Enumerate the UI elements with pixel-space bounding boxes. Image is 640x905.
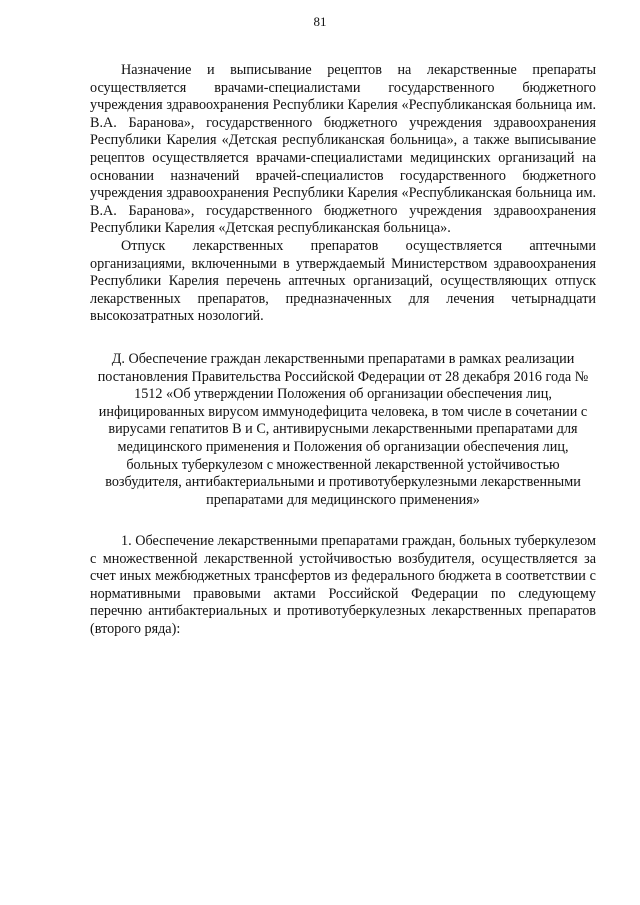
section-heading-d xyxy=(90,351,596,509)
section-heading-text: Д. Обеспечение граждан лекарственными препаратами в рамках реализации постановления Правительства Российской Федерации от 28 декабря 2016 года № 1512 «Об утверждении Положения об организации обеспечения лиц, инфицированных вирусом иммунодефицита человека, в том числе в сочетании с вирусами гепатитов В и С, антивирусными лекарственными препаратами для медицинского применения и Положения об организации обеспечения лиц, больных туберкулезом с множественной лекарственной устойчивостью возбудителя, антибактериальными и противотуберкулезными лекарственными препаратами для медицинского применения» xyxy=(97,351,589,508)
tuberculosis-section xyxy=(90,533,596,639)
paragraph-item-1: 1. Обеспечение лекарственными препаратами граждан, больных туберкулезом с множественной лекарственной устойчивостью возбудителя, осуществляется за счет иных межбюджетных трансфертов из федерального бюджета в соответствии с нормативными правовыми актами Российской Федерации по следующему перечню антибактериальных и противотуберкулезных лекарственных препаратов (второго ряда): xyxy=(90,533,596,637)
page-number: 81 xyxy=(313,14,327,29)
paragraph-prescriptions: Назначение и выписывание рецептов на лекарственные препараты осуществляется врачами-специалистами государственного бюджетного учреждения здравоохранения Республики Карелия «Республиканская больница им. В.А. Баранова», государственного бюджетного учреждения здравоохранения Республики Карелия «Детская республиканская больница», а также выписывание рецептов осуществляется врачами-специалистами медицинских организаций на основании назначений врачей-специалистов государственного бюджетного учреждения здравоохранения Республики Карелия «Республиканская больница им. В.А. Баранова», государственного бюджетного учреждения здравоохранения Республики Карелия «Детская республиканская больница». xyxy=(90,62,596,237)
prescription-section xyxy=(90,62,596,326)
paragraph-dispensing: Отпуск лекарственных препаратов осуществляется аптечными организациями, включенными в утверждаемый Министерством здравоохранения Республики Карелия перечень аптечных организаций, осуществляющих отпуск лекарственных препаратов, предназначенных для лечения четырнадцати высокозатратных нозологий. xyxy=(90,237,596,325)
